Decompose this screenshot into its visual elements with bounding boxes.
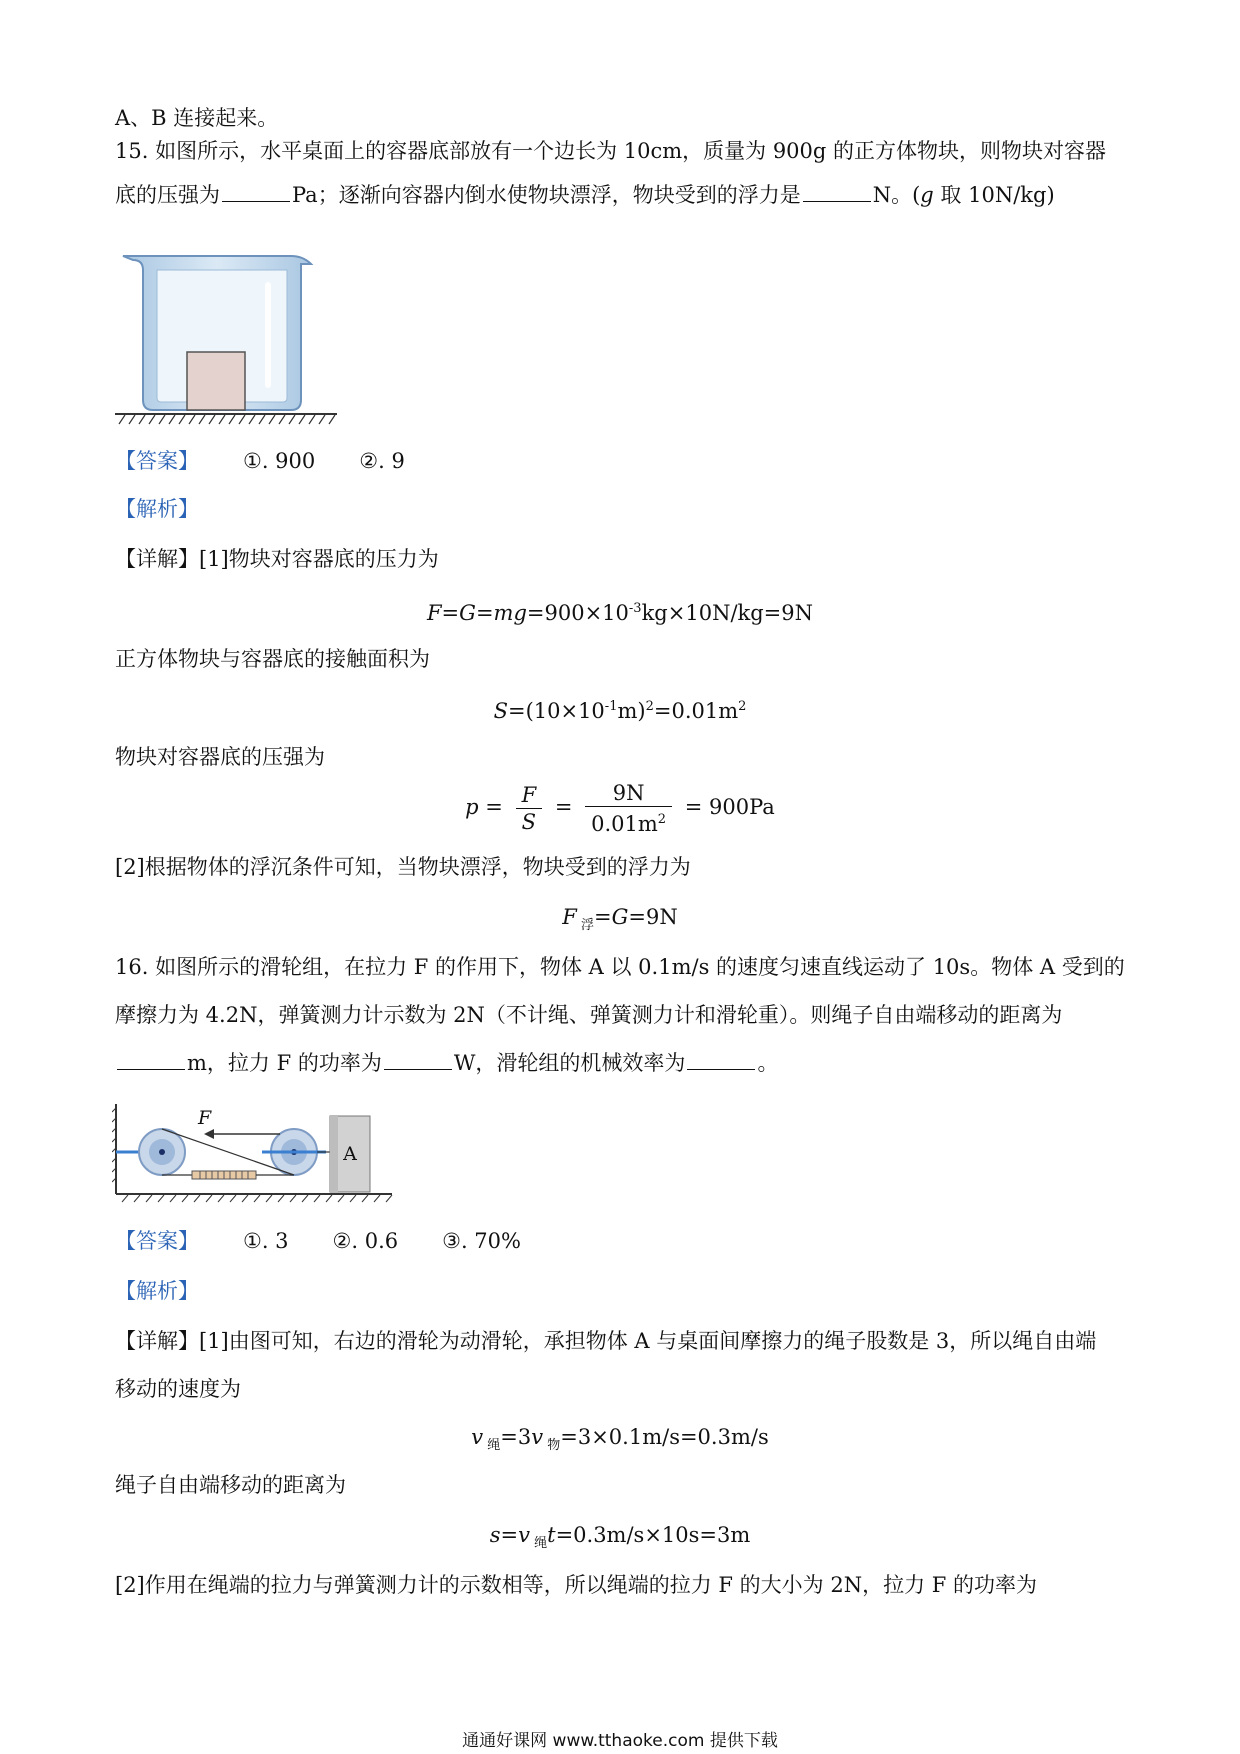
q16-equation-2: s=v $_绳$t=0.3m/s×10s=3m: [489, 1523, 751, 1552]
answer-blank: [803, 183, 871, 202]
answer-blank: [687, 1051, 755, 1070]
q16-detail-1b: 移动的速度为: [115, 1377, 241, 1401]
q15-text-line2: 底的压强为 Pa；逐渐向容器内倒水使物块漂浮，物块受到的浮力是 N。(g 取 10N/kg): [115, 183, 1055, 207]
q15-equation-2: $S=(10\times 10^{-1}m)^2=0.01m^2$: [493, 699, 747, 723]
q16-text-3: [2]作用在绳端的拉力与弹簧测力计的示数相等，所以绳端的拉力 F 的大小为 2N，拉力 F 的功率为: [115, 1573, 1037, 1597]
force-label-F: F: [198, 1107, 212, 1129]
cube-block: [187, 352, 245, 410]
answer-blank: [384, 1051, 452, 1070]
q15-text-line1: 15. 如图所示，水平桌面上的容器底部放有一个边长为 10cm，质量为 900g 的正方体物块，则物块对容器: [115, 139, 1107, 163]
q15-detail-1: 【详解】[1]物块对容器底的压力为: [115, 547, 439, 571]
q15-text-2: 正方体物块与容器底的接触面积为: [115, 647, 430, 671]
q16-text-line3: m，拉力 F 的功率为 W，滑轮组的机械效率为 。: [115, 1048, 778, 1078]
q16-answer: 【答案】 ①. 3 ②. 0.6 ③. 70%: [115, 1229, 521, 1253]
q16-equation-1: v $_绳$=3v $_物$=3×0.1m/s=0.3m/s: [471, 1425, 769, 1454]
beaker-figure: [115, 250, 345, 430]
answer-label: 【答案】: [115, 1229, 199, 1253]
q15-equation-3: p = $\frac{F}{S}$ = $\frac{9N}{0.01m^2}$ = 900Pa: [465, 781, 775, 836]
q15-text-4: [2]根据物体的浮沉条件可知，当物块漂浮，物块受到的浮力为: [115, 855, 691, 879]
q15-equation-1: $F=G=mg=900\times 10^{-3}kg\times 10N/kg=9N$: [426, 601, 814, 625]
q16-text-line1: 16. 如图所示的滑轮组，在拉力 F 的作用下，物体 A 以 0.1m/s 的速度匀速直线运动了 10s。物体 A 受到的: [115, 955, 1125, 979]
pulley-figure: [112, 1100, 394, 1205]
q15-text-3: 物块对容器底的压强为: [115, 745, 325, 769]
answer-blank: [117, 1051, 185, 1070]
answer-label: 【答案】: [115, 449, 199, 473]
analysis-label: 【解析】: [115, 1279, 199, 1303]
analysis-label: 【解析】: [115, 497, 199, 521]
page-footer: 通通好课网 www.tthaoke.com 提供下载: [462, 1731, 778, 1751]
q15-equation-4: F $_浮$=G=9N: [562, 905, 678, 934]
q15-answer: 【答案】 ①. 900 ②. 9: [115, 449, 405, 473]
answer-blank: [222, 183, 290, 202]
continuation-line: A、B 连接起来。: [115, 106, 279, 130]
q16-detail-1: 【详解】[1]由图可知，右边的滑轮为动滑轮，承担物体 A 与桌面间摩擦力的绳子股数是 3，所以绳自由端: [115, 1329, 1097, 1353]
q16-text-line2: 摩擦力为 4.2N，弹簧测力计示数为 2N（不计绳、弹簧测力计和滑轮重）。则绳子自由端移动的距离为: [115, 1003, 1063, 1027]
q16-text-2: 绳子自由端移动的距离为: [115, 1473, 346, 1497]
svg-text:A: A: [343, 1143, 357, 1165]
